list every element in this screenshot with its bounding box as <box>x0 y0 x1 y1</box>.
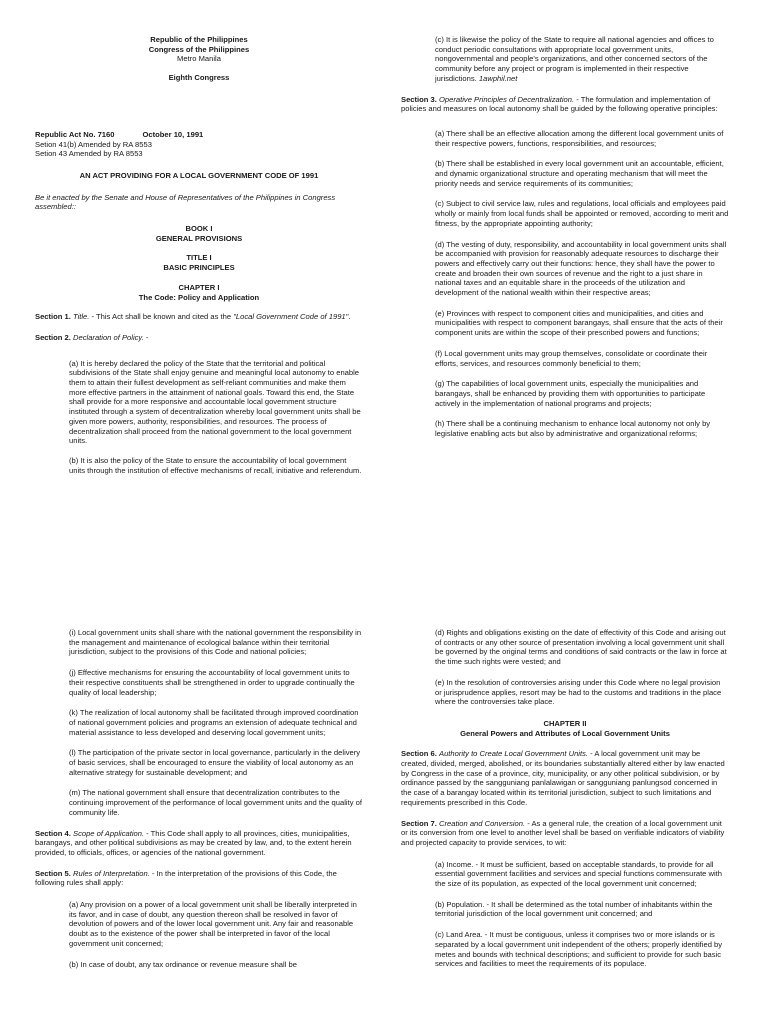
section-2-name: Declaration of Policy. <box>73 332 144 342</box>
section-2-c-text: (c) It is likewise the policy of the State to require all national agencies and offices to conduct periodic consultations with appropriate local government units, nongovernmental and people's organizations, and other concerned sectors of the community before any project or program is implemented in their respective jurisdictions. <box>435 35 714 83</box>
section-4 <box>35 829 363 858</box>
section-5-head: Section 5. <box>35 868 71 878</box>
section-3-name: Operative Principles of Decentralization. <box>439 94 575 104</box>
section-7 <box>401 819 729 848</box>
section-3-a: (a) There shall be an effective allocation among the different local government units of their respective powers, functions, responsibilities, and resources; <box>435 128 724 148</box>
section-7-text: - As a general rule, the creation of a local government unit or its conversion from one level to another level shall be based on verifiable indicators of viability and projected capacity to provide services, to wit: <box>401 818 725 847</box>
right-column-top <box>401 35 729 439</box>
section-7-b: (b) Population. - It shall be determined as the total number of inhabitants within the territorial jurisdiction of the local government unit concerned; and <box>435 899 713 919</box>
section-2-c <box>401 35 729 84</box>
right-column-bottom <box>401 628 729 969</box>
section-5-d: (d) Rights and obligations existing on the date of effectivity of this Code and arising out of contracts or any other source of presentation involving a local government unit shall be governed by the original terms and conditions of said contracts or the law in force at the time such rights were vested; and <box>435 628 727 667</box>
section-1 <box>35 312 363 322</box>
section-7-c: (c) Land Area. - It must be contiguous, unless it comprises two or more islands or is separated by a local government unit independent of the others; properly identified by metes and bounds with technical descriptions; and sufficient to provide for such basic services and facilities to meet the requirements of its populace. <box>435 930 723 969</box>
section-1-quote: "Local Government Code of 1991" <box>233 312 349 322</box>
section-7-a: (a) Income. - It must be sufficient, based on acceptable standards, to provide for all essential government facilities and services and special functions commensurate with the size of its population, as expected of the local government unit concerned; <box>435 859 723 889</box>
section-5-a: (a) Any provision on a power of a local government unit shall be liberally interpreted in its favor, and in case of doubt, any question thereon shall be resolved in favor of devolution of powers and of the lower local government unit. Any fair and reasonable doubt as to the existence of the power shall be interpreted in favor of the local government unit concerned; <box>69 900 357 948</box>
section-5-b: (b) In case of doubt, any tax ordinance or revenue measure shall be <box>69 959 297 969</box>
section-4-name: Scope of Application. <box>73 828 145 838</box>
act-date: October 10, 1991 <box>142 129 204 139</box>
place-heading: Metro Manila <box>177 54 221 64</box>
section-3-h: (h) There shall be a continuing mechanism to enhance local autonomy not only by legislative enabling acts but also by administrative and organizational reforms; <box>435 419 711 439</box>
section-6-text: - A local government unit may be created, divided, merged, abolished, or its boundaries substantially altered either by law enacted by Congress in the case of a province, city, municipality, or any other political subdivision, or by ordinance passed by the sangguniang panlalawigan or sangguniang panlungsod concerned in the case of a barangay located within its territorial jurisdiction, subject to such limitations and requirements prescribed in this Code. <box>401 749 725 807</box>
section-7-name: Creation and Conversion. <box>439 818 526 828</box>
section-6 <box>401 749 729 807</box>
section-3-g: (g) The capabilities of local government units, especially the municipalities and barangays, shall be enhanced by providing them with opportunities to participate actively in the implementation of national programs and projects; <box>435 379 706 408</box>
act-title: AN ACT PROVIDING FOR A LOCAL GOVERNMENT CODE OF 1991 <box>79 170 319 180</box>
left-column-bottom <box>35 628 363 969</box>
section-6-head: Section 6. <box>401 749 437 759</box>
section-1-text: - This Act shall be known and cited as the <box>89 312 234 322</box>
title-label: TITLE I <box>186 253 212 263</box>
act-number-line <box>35 130 363 140</box>
enacting-clause: Be it enacted by the Senate and House of Representatives of the Philippines in Congress assembled:: <box>35 192 336 212</box>
section-3-k: (k) The realization of local autonomy shall be facilitated through improved coordination of national government policies and programs an extension of adequate technical and material assistance to less developed and deserving local government units; <box>69 708 359 737</box>
section-2-a: (a) It is hereby declared the policy of the State that the territorial and political subdivisions of the State shall enjoy genuine and meaningful local autonomy to enable them to attain their fullest development as self-reliant communities and make them more effective partners in the attainment of national goals. Toward this end, the State shall provide for a more responsive and accountable local government structure instituted through a system of decentralization whereby local government units shall be given more powers, authority, responsibilities, and resources. The process of decentralization shall proceed from the national government to the local government units. <box>69 358 361 446</box>
section-3-i: (i) Local government units shall share with the national government the responsibility in the management and maintenance of ecological balance within their territorial jurisdiction, subject to the provisions of this Code and national policies; <box>69 628 362 657</box>
title-name: BASIC PRINCIPLES <box>163 263 235 273</box>
congress-heading: Congress of the Philippines <box>148 44 250 54</box>
section-3-m: (m) The national government shall ensure that decentralization contributes to the continuing improvement of the performance of local government units and the quality of community life. <box>69 788 362 817</box>
session-heading: Eighth Congress <box>168 73 230 83</box>
act-amendment-2: Setion 43 Amended by RA 8553 <box>35 149 143 159</box>
chapter1-label: CHAPTER I <box>178 282 220 292</box>
section-6-name: Authority to Create Local Government Units. <box>439 749 588 759</box>
section-5-text: - In the interpretation of the provisions of this Code, the following rules shall apply: <box>35 868 337 888</box>
section-3 <box>401 95 729 114</box>
section-1-name: Title. <box>73 312 90 322</box>
section-3-e: (e) Provinces with respect to component cities and municipalities, and cities and municipalities with respect to component barangays, shall ensure that the acts of their component units are within the scope of their prescribed powers and functions; <box>435 308 723 338</box>
section-3-j: (j) Effective mechanisms for ensuring the accountability of local government units to their respective constituents shall be strengthened in order to upgrade continually the quality of local leadership; <box>69 668 355 697</box>
act-number: Republic Act No. 7160 <box>35 129 115 139</box>
section-2-head: Section 2. <box>35 332 71 342</box>
section-1-head: Section 1. <box>35 312 71 322</box>
section-2-dash: - <box>143 332 149 342</box>
section-3-c: (c) Subject to civil service law, rules and regulations, local officials and employees paid wholly or mainly from local funds shall be appointed or removed, according to merit and fitness, by the appropriate appointing authority; <box>435 199 729 228</box>
book-name: GENERAL PROVISIONS <box>155 233 243 243</box>
republic-heading: Republic of the Philippines <box>150 35 248 44</box>
section-5-e: (e) In the resolution of controversies arising under this Code where no legal provision or jurisprudence applies, resort may be had to the customs and traditions in the place where the controversies take place. <box>435 677 722 707</box>
section-7-head: Section 7. <box>401 818 437 828</box>
section-3-head: Section 3. <box>401 94 437 104</box>
section-4-text: - This Code shall apply to all provinces, cities, municipalities, barangays, and other political subdivisions as may be created by law, and, to the extent herein provided, to officials, offices, or agencies of the national government. <box>35 828 352 857</box>
left-column-top <box>35 35 363 475</box>
section-2-b: (b) It is also the policy of the State to ensure the accountability of local government units through the institution of effective mechanisms of recall, initiative and referendum. <box>69 455 362 475</box>
section-3-text: - The formulation and implementation of policies and measures on local autonomy shall be guided by the following operative principles: <box>401 94 718 114</box>
book-label: BOOK I <box>185 224 213 234</box>
section-3-d: (d) The vesting of duty, responsibility, and accountability in local government units shall be accompanied with provision for reasonably adequate resources to discharge their powers and effectively carry out their functions: hence, they shall have the power to create and broaden their own sources of revenue and the right to a just share in national taxes and an equitable share in the proceeds of the utilization and development of the national wealth within their respective areas; <box>435 239 727 298</box>
act-amendment-1: Setion 41(b) Amended by RA 8553 <box>35 139 152 149</box>
chapter2-label: CHAPTER II <box>543 718 587 728</box>
chapter2-name: General Powers and Attributes of Local Government Units <box>460 728 670 738</box>
section-3-l: (l) The participation of the private sector in local governance, particularly in the delivery of basic services, shall be encouraged to ensure the viability of local autonomy as an alternative strategy for sustainable development; and <box>69 748 361 777</box>
section-3-b: (b) There shall be established in every local government unit an accountable, efficient, and dynamic organizational structure and operating mechanism that will meet the priority needs and service requirements of its communities; <box>435 159 724 188</box>
section-1-end: . <box>348 312 351 322</box>
section-5 <box>35 869 363 888</box>
chapter1-name: The Code: Policy and Application <box>138 292 260 302</box>
section-2 <box>35 333 363 343</box>
section-5-name: Rules of Interpretation. <box>73 868 150 878</box>
section-4-head: Section 4. <box>35 828 71 838</box>
section-2-c-tag: 1awphil.net <box>478 73 518 83</box>
section-3-f: (f) Local government units may group themselves, consolidate or coordinate their efforts, services, and resources commonly beneficial to them; <box>435 348 708 368</box>
